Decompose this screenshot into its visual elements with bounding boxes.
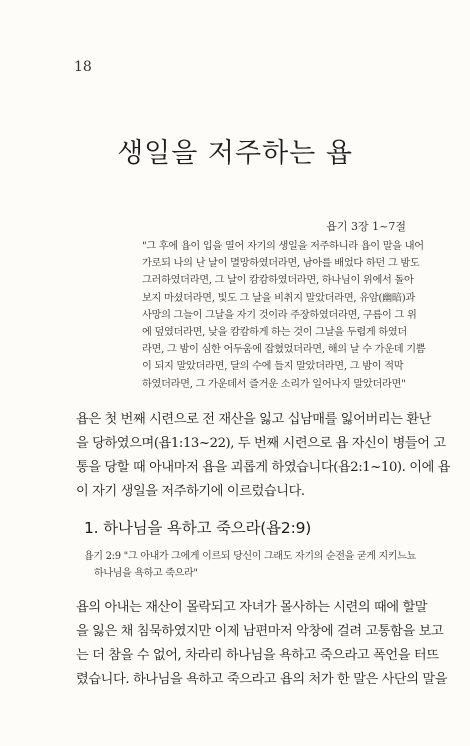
quote-line: 보지 마셨더라면, 빛도 그 날을 비취지 말았더라면, 유암(幽暗)과: [142, 292, 416, 304]
quote-line: 그러하였더라면, 그 날이 캄캄하였더라면, 하나님이 위에서 돌아: [142, 275, 414, 287]
paragraph-line: 욥의 아내는 재산이 몰락되고 자녀가 몰사하는 시련의 때에 할말: [76, 600, 428, 615]
paragraph-line: 는 더 참을 수 없어, 차라리 하나님을 욕하고 죽으라고 폭언을 터뜨: [76, 648, 439, 663]
chapter-title: 생일을 저주하는 욥: [117, 138, 353, 169]
quote-line: 라면, 그 밤이 심한 어두움에 잡혔었더라면, 해의 날 수 가운데 기쁨: [142, 344, 426, 356]
quote-line: 사망의 그늘이 그날을 자기 것이라 주장하였더라면, 구름이 그 위: [142, 309, 417, 321]
paragraph-line: 통을 당할 때 아내마저 욥을 괴롭게 하였습니다(욥2:1~10). 이에 욥: [76, 460, 451, 475]
quote-line: 하였더라면, 그 가운데서 즐거운 소리가 일어나지 말았더라면": [142, 378, 406, 390]
verse-reference: 욥기 3장 1~7절: [326, 220, 406, 233]
section-heading: 1. 하나님을 욕하고 죽으라(욥2:9): [84, 519, 312, 537]
quote-line: 욥기 2:9 "그 아내가 그에게 이르되 당신이 그래도 자기의 순전을 굳게 지키느뇨: [84, 551, 416, 562]
quote-line: 하나님을 욕하고 죽으라": [94, 568, 198, 579]
paragraph-line: 이 자기 생일을 저주하기에 이르렀습니다.: [76, 484, 305, 499]
quote-line: 에 덮였더라면, 낮을 캄캄하게 하는 것이 그날을 두렵게 하였더: [142, 327, 407, 339]
quote-line: 가로되 나의 난 날이 멸망하였더라면, 남아를 배었다 하던 그 밤도: [142, 258, 420, 270]
quote-line: 이 되지 말았더라면, 달의 수에 들지 말았더라면, 그 밤이 적막: [142, 361, 404, 373]
section-scripture-quote: [84, 548, 420, 582]
body-paragraph: [76, 596, 448, 692]
body-paragraph: [76, 408, 451, 504]
page-number: 18: [74, 59, 92, 75]
paragraph-line: 을 잃은 채 침묵하였지만 이제 남편마저 악창에 걸려 고통함을 보고: [76, 624, 444, 639]
scripture-quote: [142, 238, 426, 393]
paragraph-line: 렸습니다. 하나님을 욕하고 죽으라고 욥의 처가 한 말은 사단의 말을: [76, 672, 448, 687]
quote-line: "그 후에 욥이 입을 열어 자기의 생일을 저주하니라 욥이 말을 내어: [142, 241, 424, 252]
paragraph-line: 욥은 첫 번째 시련으로 전 재산을 잃고 십남매를 잃어버리는 환난: [76, 412, 431, 427]
paragraph-line: 을 당하였으며(욥1:13~22), 두 번째 시련으로 욥 자신이 병들어 고: [76, 436, 446, 451]
